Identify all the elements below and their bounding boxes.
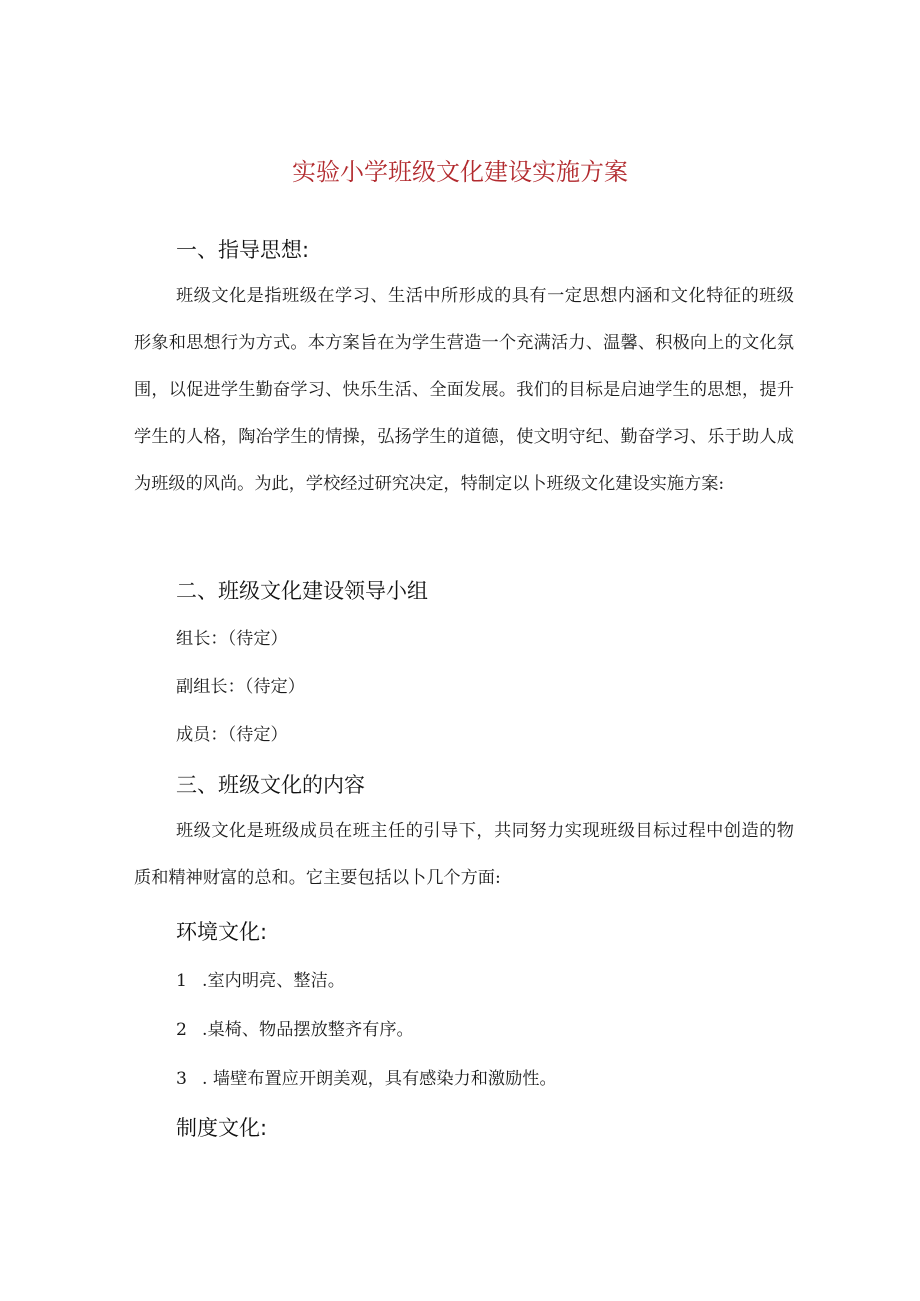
section-3-heading: 三、班级文化的内容 — [176, 773, 365, 797]
env-list-item — [176, 1064, 557, 1089]
env-list-item — [176, 1015, 414, 1040]
env-item-number: 1 — [176, 971, 187, 991]
env-item-number: 2 — [176, 1020, 187, 1040]
document-title: 实验小学班级文化建设实施方案 — [292, 158, 628, 186]
section-1-paragraph: 班级文化是指班级在学习、生活中所形成的具有一定思想内涵和文化特征的班级形象和思想行为方式。本方案旨在为学生营造一个充满活力、温馨、积极向上的文化氛围，以促进学生勤奋学习、快乐生活、全面发展。我们的目标是启迪学生的思想，提升学生的人格，陶冶学生的情操，弘扬学生的道德，使文明守纪、勤奋学习、乐于助人成为班级的风尚。为此，学校经过研究决定，特制定以卜班级文化建设实施方案: — [134, 286, 794, 494]
env-item-text: .室内明亮、整洁。 — [202, 971, 345, 991]
env-item-text: . 墙壁布置应开朗美观，具有感染力和激励性。 — [202, 1069, 557, 1089]
section-3-paragraph: 班级文化是班级成员在班主任的引导下，共同努力实现班级目标过程中创造的物质和精神财富的总和。它主要包括以卜几个方面: — [134, 821, 794, 888]
environment-culture-heading: 环境文化: — [176, 920, 268, 944]
section-1-heading: 一、指导思想: — [176, 238, 310, 262]
env-item-text: .桌椅、物品摆放整齐有序。 — [202, 1020, 414, 1040]
env-item-number: 3 — [176, 1069, 187, 1089]
section-2-heading: 二、班级文化建设领导小组 — [176, 579, 428, 603]
system-culture-heading: 制度文化: — [176, 1116, 268, 1140]
env-list-item — [176, 966, 345, 991]
members-line: 成员：（待定） — [176, 725, 288, 745]
group-leader-line: 组长：（待定） — [176, 629, 288, 649]
vice-leader-line: 副组长：（待定） — [176, 677, 305, 697]
